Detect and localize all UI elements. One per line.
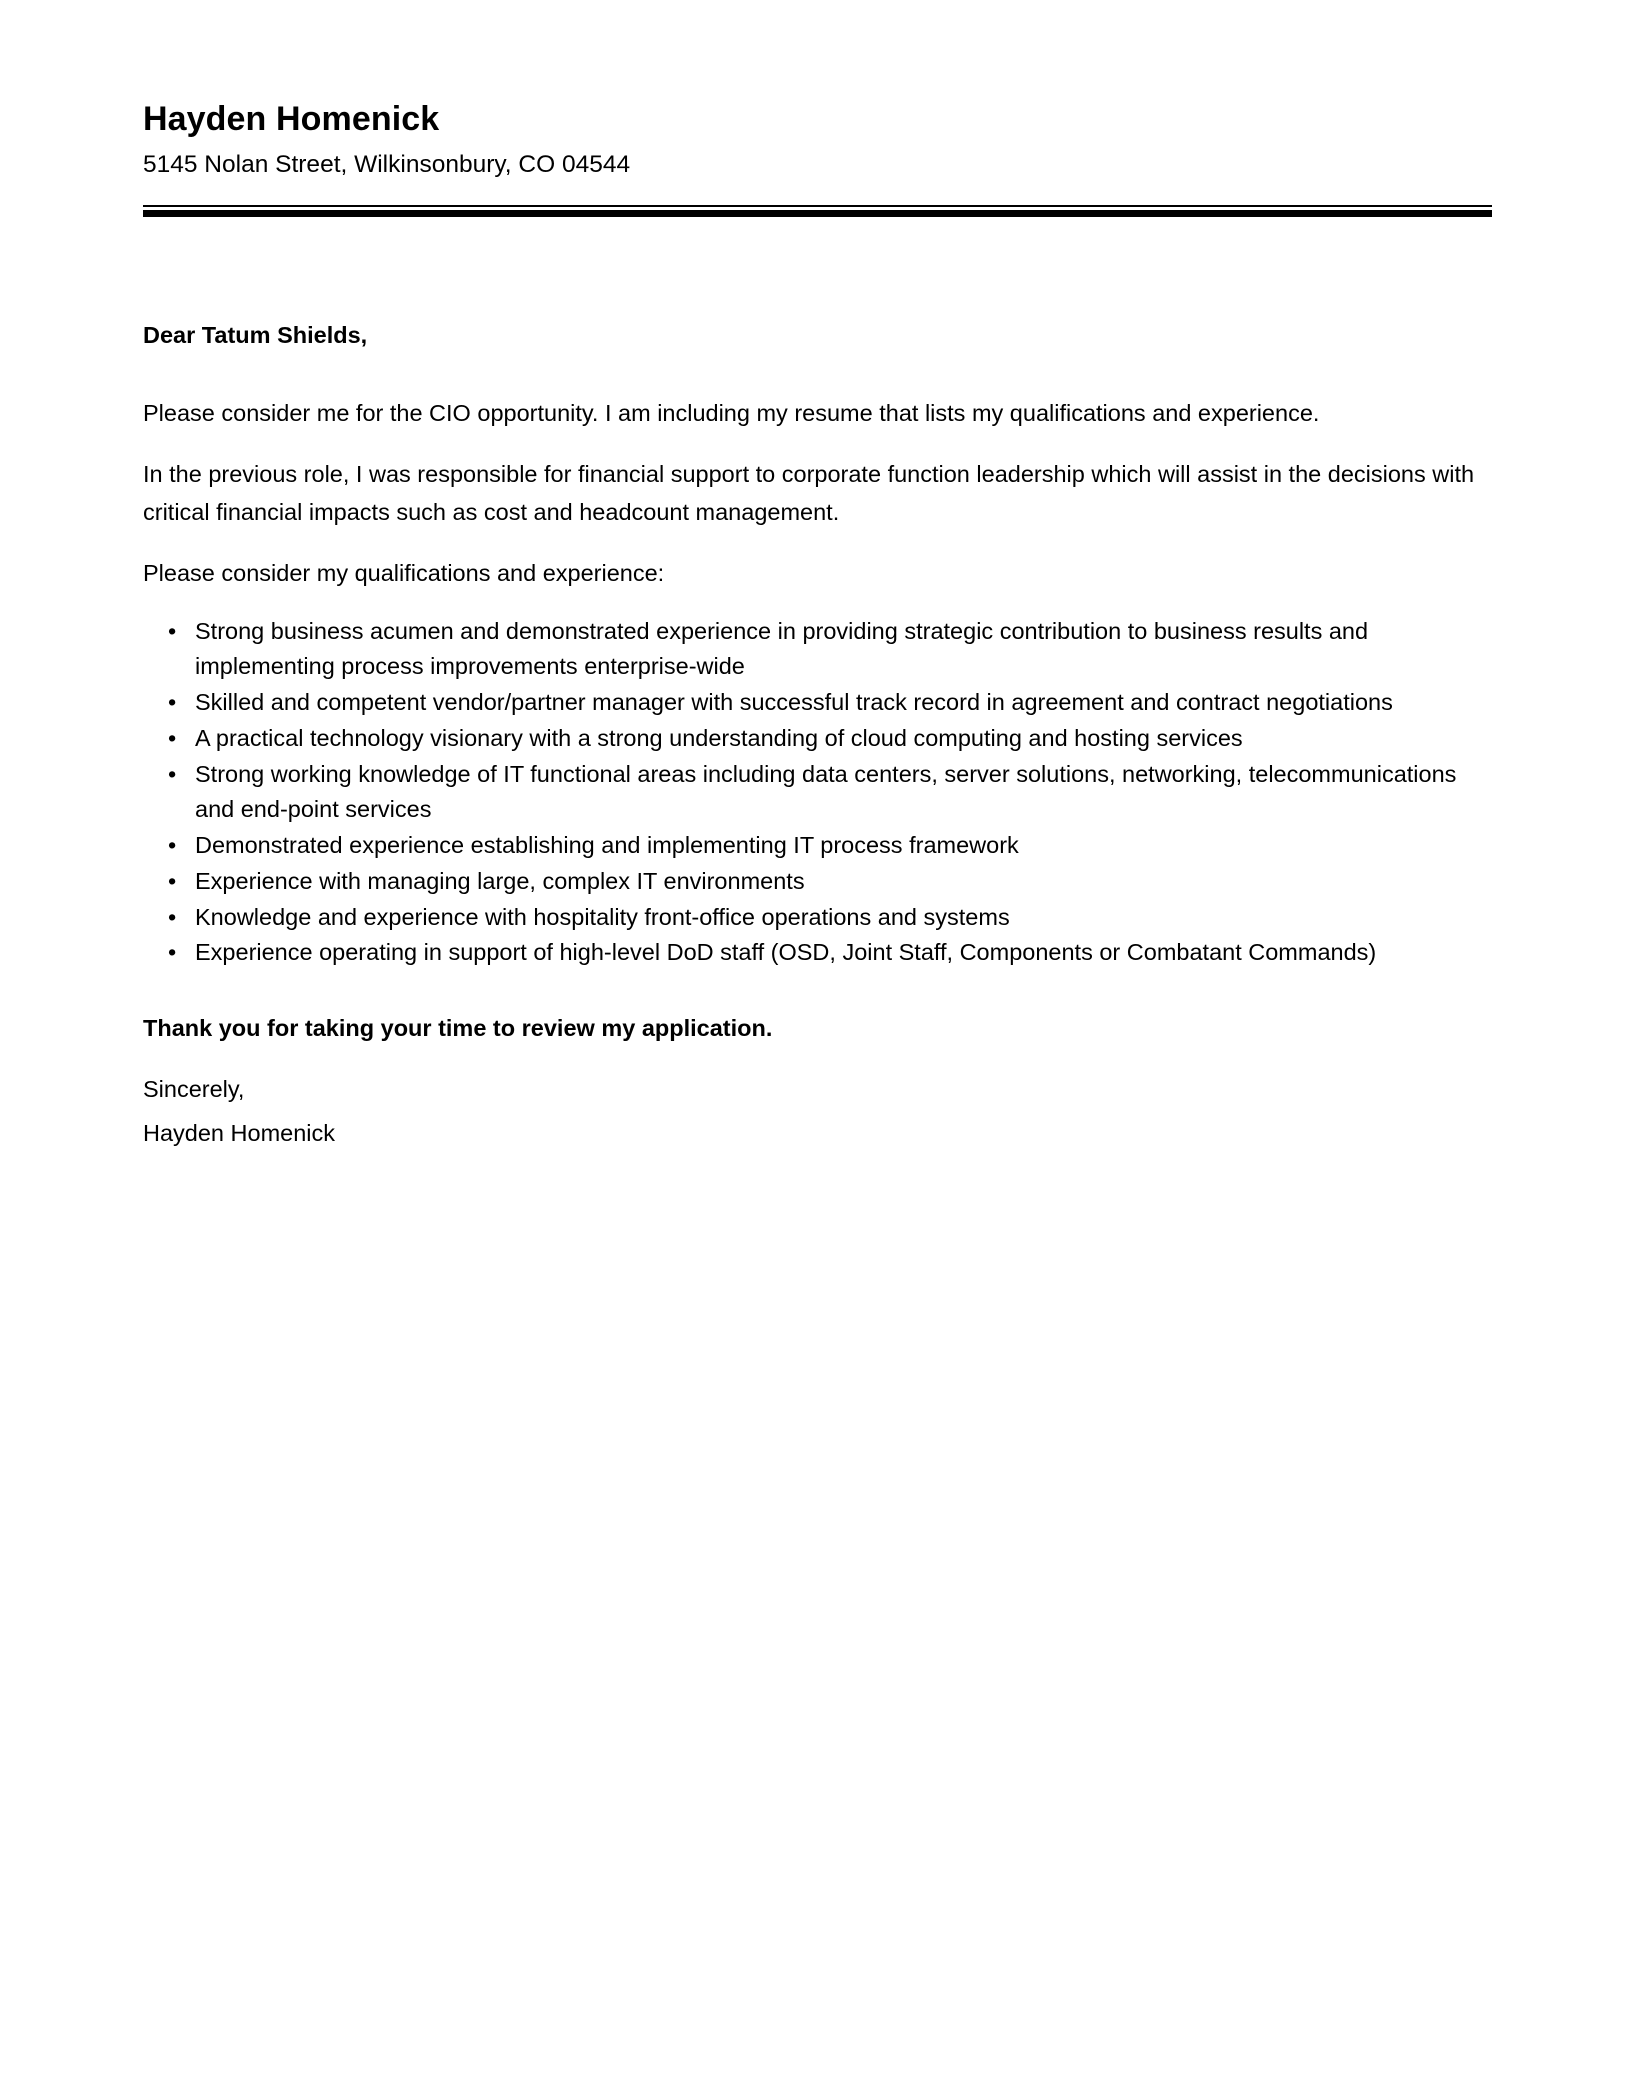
list-item-label: Strong business acumen and demonstrated experience in providing strategic contribution to business results and implementing process improvements enterprise-wide bbox=[195, 617, 1369, 680]
list-item-label: Experience with managing large, complex IT environments bbox=[195, 867, 805, 894]
list-item-label: Skilled and competent vendor/partner manager with successful track record in agreement and contract negotiations bbox=[195, 689, 1393, 716]
letter-body bbox=[143, 318, 1498, 1152]
salutation: Dear Tatum Shields, bbox=[143, 322, 368, 348]
bullet-dot-icon: • bbox=[168, 867, 177, 894]
bullet-dot-icon: • bbox=[168, 617, 177, 644]
bullet-dot-icon: • bbox=[168, 903, 177, 930]
letterhead bbox=[143, 98, 1492, 181]
paragraph-previous-role: In the previous role, I was responsible for financial support to corporate function leadership which will assist in the decisions with critical financial impacts such as cost and headcount management. bbox=[143, 461, 1475, 525]
divider-thick-bar bbox=[143, 210, 1492, 217]
list-item bbox=[143, 614, 1498, 685]
qualifications-list bbox=[143, 614, 1498, 971]
list-item bbox=[143, 757, 1498, 828]
sender-address: 5145 Nolan Street, Wilkinsonbury, CO 04544 bbox=[143, 150, 631, 178]
signoff: Sincerely, bbox=[143, 1076, 245, 1103]
letterhead-divider bbox=[143, 205, 1492, 217]
list-item bbox=[143, 935, 1498, 971]
bullet-dot-icon: • bbox=[168, 724, 177, 751]
bullet-dot-icon: • bbox=[168, 689, 177, 716]
bullet-dot-icon: • bbox=[168, 939, 177, 966]
bullet-dot-icon: • bbox=[168, 832, 177, 859]
list-item bbox=[143, 685, 1498, 721]
list-item bbox=[143, 864, 1498, 900]
list-item-label: Demonstrated experience establishing and implementing IT process framework bbox=[195, 832, 1019, 859]
signoff-name: Hayden Homenick bbox=[143, 1119, 336, 1146]
list-item bbox=[143, 721, 1498, 757]
list-item bbox=[143, 828, 1498, 864]
paragraph-intro: Please consider me for the CIO opportunity. I am including my resume that lists my qualifications and experience. bbox=[143, 400, 1320, 427]
sender-name: Hayden Homenick bbox=[143, 100, 440, 138]
list-item-label: Experience operating in support of high-level DoD staff (OSD, Joint Staff, Components or Combatant Commands) bbox=[195, 939, 1377, 966]
bullet-dot-icon: • bbox=[168, 760, 177, 787]
list-item-label: A practical technology visionary with a strong understanding of cloud computing and hosting services bbox=[195, 724, 1243, 751]
list-item-label: Strong working knowledge of IT functional areas including data centers, server solutions, networking, telecommunications and end-point services bbox=[195, 760, 1457, 823]
list-item-label: Knowledge and experience with hospitality front-office operations and systems bbox=[195, 903, 1010, 930]
paragraph-qualifications-lead-in: Please consider my qualifications and experience: bbox=[143, 559, 665, 586]
closing-thanks: Thank you for taking your time to review my application. bbox=[143, 1014, 773, 1041]
list-item bbox=[143, 900, 1498, 936]
